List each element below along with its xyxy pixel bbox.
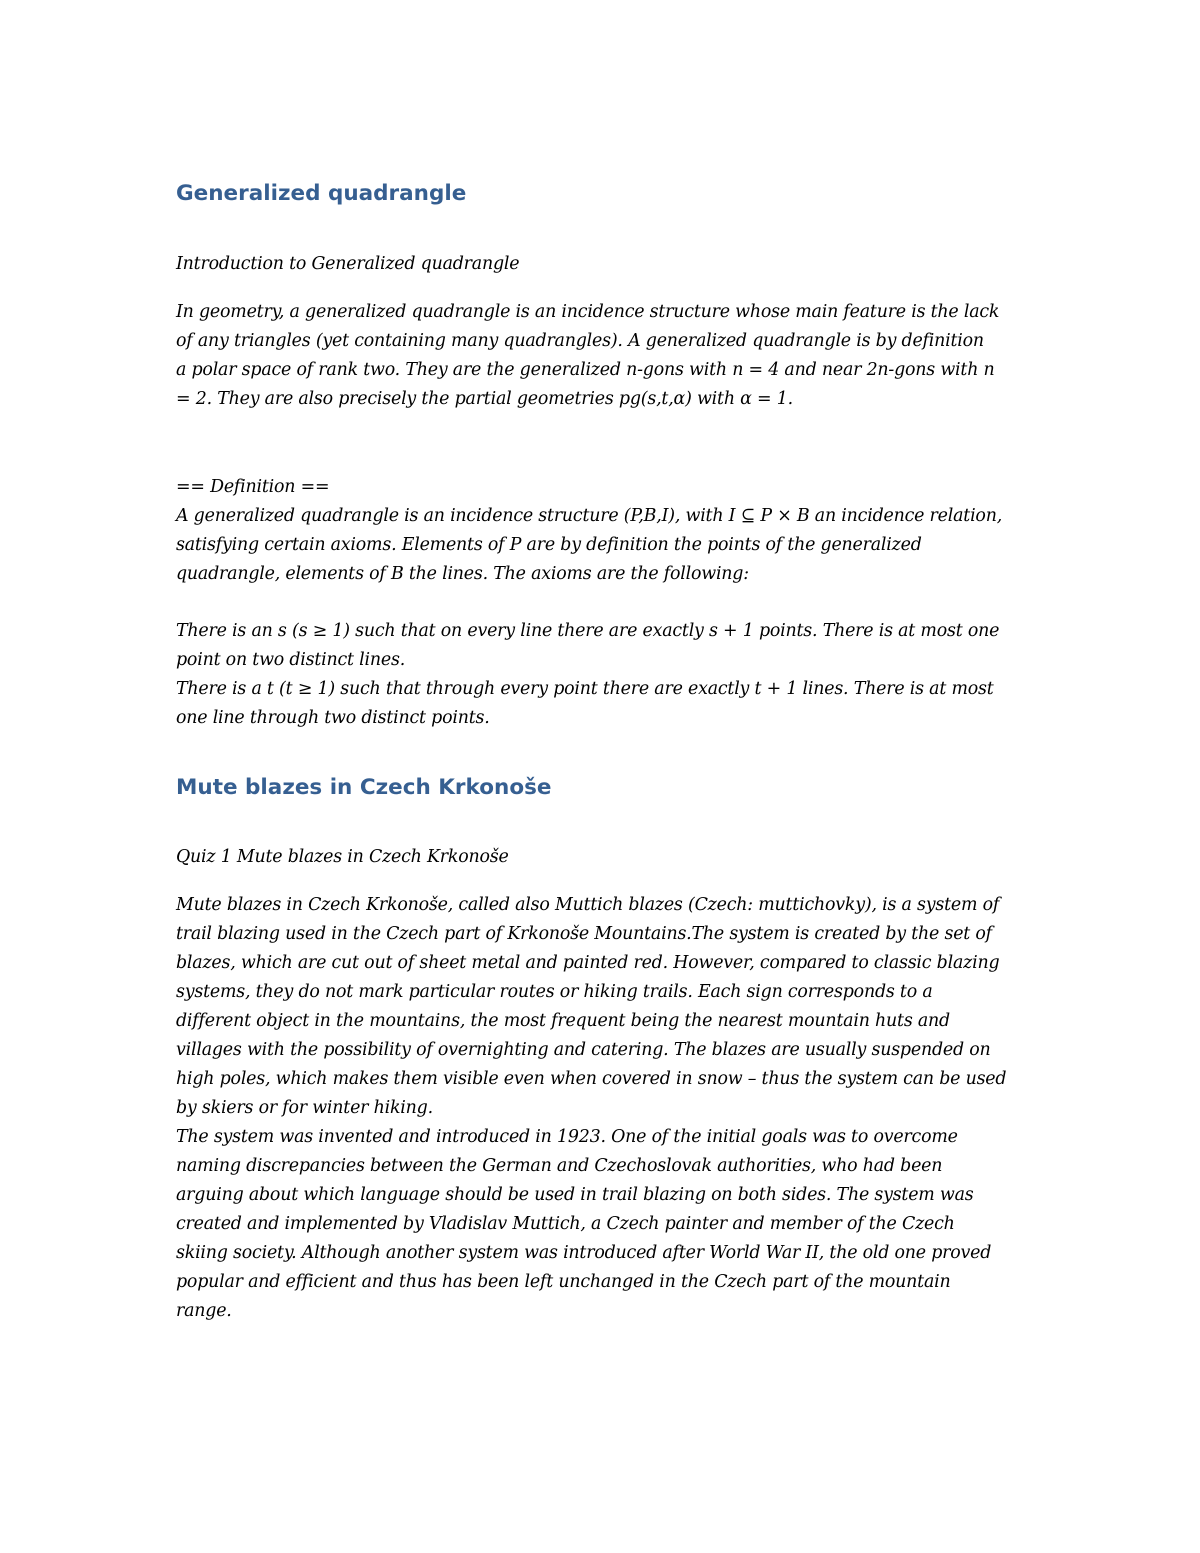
intro-paragraph [176,298,1036,414]
intro-line: In geometry, a generalized quadrangle is an incidence structure whose main feature is the lack [176,302,1000,322]
quiz-subtitle [176,843,1036,872]
axiom-line: point on two distinct lines. [176,650,406,670]
intro-line: a polar space of rank two. They are the generalized n-gons with n = 4 and near 2n-gons with n [176,360,995,380]
mute-line: The system was invented and introduced in 1923. One of the initial goals was to overcome [176,1127,958,1147]
heading-generalized-quadrangle: Generalized quadrangle [176,181,467,206]
mute-line: popular and efficient and thus has been left unchanged in the Czech part of the mountain [176,1272,951,1292]
mute-line: naming discrepancies between the German and Czechoslovak authorities, who had been [176,1156,943,1176]
mute-line: created and implemented by Vladislav Muttich, a Czech painter and member of the Czech [176,1214,955,1234]
definition-paragraph [176,473,1036,589]
mute-line: by skiers or for winter hiking. [176,1098,433,1118]
definition-line: quadrangle, elements of B the lines. The axioms are the following: [176,564,749,584]
intro-subtitle-text: Introduction to Generalized quadrangle [176,254,520,274]
mute-line: high poles, which makes them visible even when covered in snow – thus the system can be used [176,1069,1007,1089]
mute-blazes-paragraph [176,891,1036,1326]
intro-subtitle [176,250,1036,279]
axiom-line: There is an s (s ≥ 1) such that on every line there are exactly s + 1 points. There is at most one [176,621,1000,641]
mute-line: Mute blazes in Czech Krkonoše, called also Muttich blazes (Czech: muttichovky), is a system of [176,895,1000,915]
axiom-line: one line through two distinct points. [176,708,490,728]
heading-mute-blazes: Mute blazes in Czech Krkonoše [176,775,552,800]
axiom-line: There is a t (t ≥ 1) such that through every point there are exactly t + 1 lines. There is at most [176,679,994,699]
definition-line: == Definition == [176,477,330,497]
mute-line: skiing society. Although another system was introduced after World War II, the old one proved [176,1243,992,1263]
mute-line: trail blazing used in the Czech part of Krkonoše Mountains.The system is created by the set of [176,924,992,944]
quiz-subtitle-text: Quiz 1 Mute blazes in Czech Krkonoše [176,847,509,867]
intro-line: = 2. They are also precisely the partial geometries pg(s,t,α) with α = 1. [176,389,793,409]
definition-line: satisfying certain axioms. Elements of P are by definition the points of the generalized [176,535,922,555]
axioms-paragraph [176,617,1036,733]
intro-line: of any triangles (yet containing many quadrangles). A generalized quadrangle is by definition [176,331,984,351]
mute-line: systems, they do not mark particular routes or hiking trails. Each sign corresponds to a [176,982,933,1002]
mute-line: villages with the possibility of overnighting and catering. The blazes are usually suspended on [176,1040,991,1060]
definition-line: A generalized quadrangle is an incidence structure (P,B,I), with I ⊆ P × B an incidence relation, [176,506,1003,526]
mute-line: different object in the mountains, the most frequent being the nearest mountain huts and [176,1011,950,1031]
mute-line: blazes, which are cut out of sheet metal and painted red. However, compared to classic blazing [176,953,1000,973]
mute-line: range. [176,1301,232,1321]
mute-line: arguing about which language should be used in trail blazing on both sides. The system was [176,1185,974,1205]
